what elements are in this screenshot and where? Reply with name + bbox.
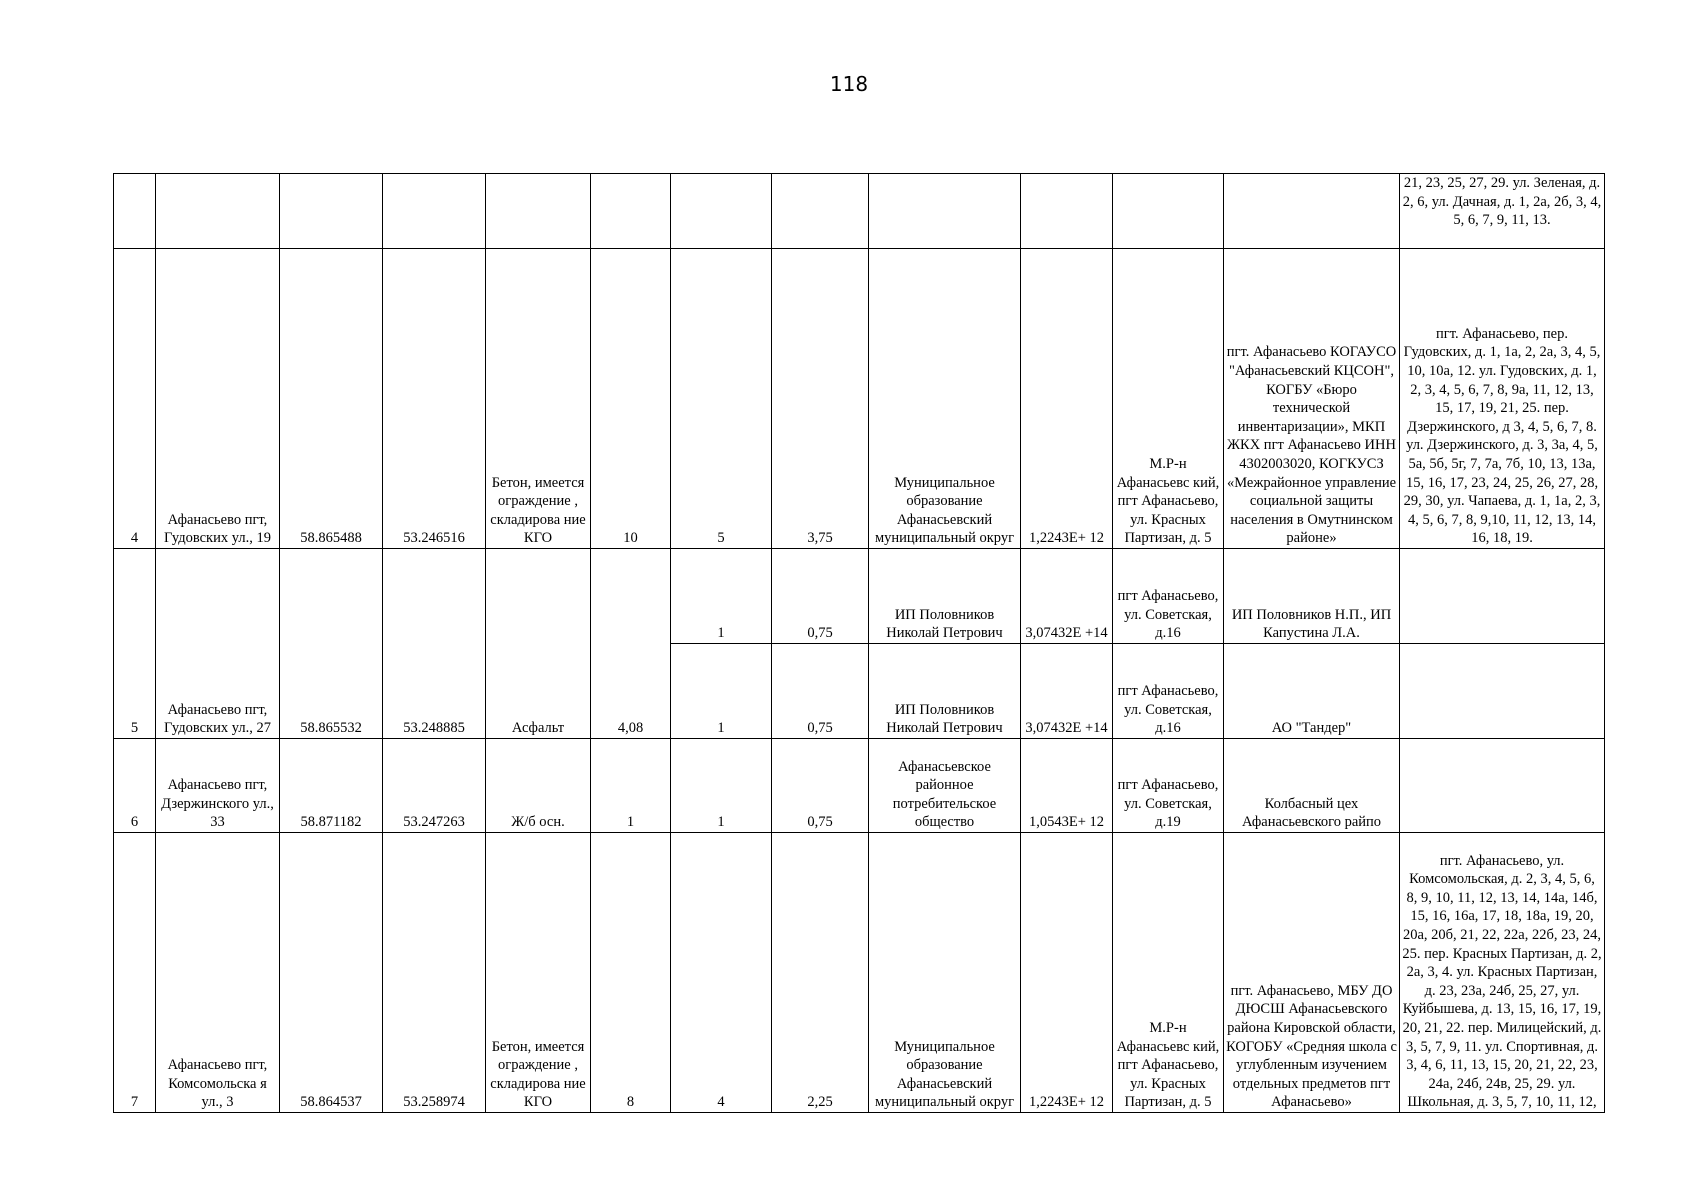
cell-surface: Ж/б осн. bbox=[486, 739, 591, 833]
cell-owner: ИП Половников Николай Петрович bbox=[869, 549, 1021, 644]
table-row bbox=[114, 739, 1605, 833]
cell-lat: 58.865532 bbox=[280, 549, 383, 739]
cell-num: 5 bbox=[114, 549, 156, 739]
cell-ogrn: 1,0543E+ 12 bbox=[1021, 739, 1113, 833]
cell-served-objects bbox=[1400, 739, 1605, 833]
cell-lat bbox=[280, 174, 383, 249]
cell-served-objects: пгт. Афанасьево, пер. Гудовских, д. 1, 1а, 2, 2а, 3, 4, 5, 10, 10а, 12. ул. Гудовских, д. 1, 2, 3, 4, 5, 6, 7, 8, 9а, 11, 12, 13, 15, 17, 19, 21, 25. пер. Дзержинского, д 3, 4, 5, 6, 7, 8. ул. Дзержинского, д. 3, 3а, 4, 5, 5а, 5б, 5г, 7, 7а, 7б, 10, 13, 13а, 15, 16, 17, 23, 24, 25, 26, 27, 28, 29, 30, ул. Чапаева, д. 1, 1а, 2, 3, 4, 5, 6, 7, 8, 9,10, 11, 12, 13, 14, 16, 18, 19. bbox=[1400, 249, 1605, 549]
cell-sources: пгт. Афанасьево КОГАУСО "Афанасьевский КЦСОН", КОГБУ «Бюро технической инвентаризации», МКП ЖКХ пгт Афанасьево ИНН 4302003020, КОГКУСЗ «Межрайонное управление социальной защиты населения в Омутнинском районе» bbox=[1224, 249, 1400, 549]
cell-containers: 5 bbox=[671, 249, 772, 549]
cell-owner-address: пгт Афанасьево, ул. Советская, д.16 bbox=[1113, 549, 1224, 644]
cell-served-objects bbox=[1400, 549, 1605, 644]
cell-surface bbox=[486, 174, 591, 249]
cell-lon: 53.258974 bbox=[383, 833, 486, 1113]
cell-area: 8 bbox=[591, 833, 671, 1113]
cell-area: 10 bbox=[591, 249, 671, 549]
table-row bbox=[114, 549, 1605, 644]
cell-sources bbox=[1224, 174, 1400, 249]
cell-address: Афанасьево пгт, Гудовских ул., 27 bbox=[156, 549, 280, 739]
registry-table bbox=[113, 173, 1605, 1113]
cell-ogrn: 3,07432E +14 bbox=[1021, 549, 1113, 644]
cell-area: 1 bbox=[591, 739, 671, 833]
cell-lon: 53.247263 bbox=[383, 739, 486, 833]
cell-area: 4,08 bbox=[591, 549, 671, 739]
cell-owner-address bbox=[1113, 174, 1224, 249]
cell-sources: Колбасный цех Афанасьевского райпо bbox=[1224, 739, 1400, 833]
cell-containers: 1 bbox=[671, 739, 772, 833]
cell-ogrn bbox=[1021, 174, 1113, 249]
cell-containers: 1 bbox=[671, 549, 772, 644]
cell-owner-address: М.Р-н Афанасьевс кий, пгт Афанасьево, ул. Красных Партизан, д. 5 bbox=[1113, 249, 1224, 549]
cell-containers: 1 bbox=[671, 644, 772, 739]
cell-owner bbox=[869, 174, 1021, 249]
cell-surface: Асфальт bbox=[486, 549, 591, 739]
cell-lon: 53.246516 bbox=[383, 249, 486, 549]
cell-owner: ИП Половников Николай Петрович bbox=[869, 644, 1021, 739]
cell-sources: АО "Тандер" bbox=[1224, 644, 1400, 739]
cell-sources: ИП Половников Н.П., ИП Капустина Л.А. bbox=[1224, 549, 1400, 644]
cell-lat: 58.865488 bbox=[280, 249, 383, 549]
cell-owner: Афанасьевское районное потребительское общество bbox=[869, 739, 1021, 833]
cell-address: Афанасьево пгт, Гудовских ул., 19 bbox=[156, 249, 280, 549]
cell-owner: Муниципальное образование Афанасьевский муниципальный округ bbox=[869, 833, 1021, 1113]
cell-ogrn: 1,2243E+ 12 bbox=[1021, 833, 1113, 1113]
cell-owner-address: М.Р-н Афанасьевс кий, пгт Афанасьево, ул. Красных Партизан, д. 5 bbox=[1113, 833, 1224, 1113]
cell-surface: Бетон, имеется ограждение , складирова ние КГО bbox=[486, 249, 591, 549]
cell-volume: 0,75 bbox=[772, 739, 869, 833]
cell-num: 7 bbox=[114, 833, 156, 1113]
cell-owner-address: пгт Афанасьево, ул. Советская, д.19 bbox=[1113, 739, 1224, 833]
cell-num: 6 bbox=[114, 739, 156, 833]
cell-ogrn: 3,07432E +14 bbox=[1021, 644, 1113, 739]
cell-address: Афанасьево пгт, Дзержинского ул., 33 bbox=[156, 739, 280, 833]
cell-ogrn: 1,2243E+ 12 bbox=[1021, 249, 1113, 549]
table-row bbox=[114, 174, 1605, 249]
cell-owner-address: пгт Афанасьево, ул. Советская, д.16 bbox=[1113, 644, 1224, 739]
cell-lon: 53.248885 bbox=[383, 549, 486, 739]
cell-lat: 58.871182 bbox=[280, 739, 383, 833]
cell-num: 4 bbox=[114, 249, 156, 549]
cell-lat: 58.864537 bbox=[280, 833, 383, 1113]
cell-volume: 3,75 bbox=[772, 249, 869, 549]
cell-address: Афанасьево пгт, Комсомольска я ул., 3 bbox=[156, 833, 280, 1113]
cell-owner: Муниципальное образование Афанасьевский муниципальный округ bbox=[869, 249, 1021, 549]
cell-area bbox=[591, 174, 671, 249]
cell-surface: Бетон, имеется ограждение , складирова ние КГО bbox=[486, 833, 591, 1113]
cell-lon bbox=[383, 174, 486, 249]
cell-volume: 0,75 bbox=[772, 644, 869, 739]
cell-volume: 0,75 bbox=[772, 549, 869, 644]
table-row bbox=[114, 833, 1605, 1113]
cell-volume: 2,25 bbox=[772, 833, 869, 1113]
cell-served-objects: пгт. Афанасьево, ул. Комсомольская, д. 2, 3, 4, 5, 6, 8, 9, 10, 11, 12, 13, 14, 14а, 14б, 15, 16, 16а, 17, 18, 18а, 19, 20, 20а, 20б, 21, 22, 22а, 22б, 23, 24, 25. пер. Красных Партизан, д. 2, 2а, 3, 4. ул. Красных Партизан, д. 23, 23а, 24б, 25, 27, ул. Куйбышева, д. 13, 15, 16, 17, 19, 20, 21, 22. пер. Милицейский, д. 3, 5, 7, 9, 11. ул. Спортивная, д. 3, 4, 6, 11, 13, 15, 20, 21, 22, 23, 24а, 24б, 24в, 25, 29. ул. Школьная, д. 3, 5, 7, 10, 11, 12, bbox=[1400, 833, 1605, 1113]
cell-containers bbox=[671, 174, 772, 249]
cell-sources: пгт. Афанасьево, МБУ ДО ДЮСШ Афанасьевского района Кировской области, КОГОБУ «Средняя школа с углубленным изучением отдельных предметов пгт Афанасьево» bbox=[1224, 833, 1400, 1113]
cell-served-objects bbox=[1400, 644, 1605, 739]
cell-num bbox=[114, 174, 156, 249]
cell-address bbox=[156, 174, 280, 249]
cell-volume bbox=[772, 174, 869, 249]
table-row bbox=[114, 249, 1605, 549]
cell-served-objects: 21, 23, 25, 27, 29. ул. Зеленая, д. 2, 6, ул. Дачная, д. 1, 2а, 2б, 3, 4, 5, 6, 7, 9, 11, 13. bbox=[1400, 174, 1605, 249]
page-number: 118 bbox=[829, 72, 869, 96]
cell-containers: 4 bbox=[671, 833, 772, 1113]
